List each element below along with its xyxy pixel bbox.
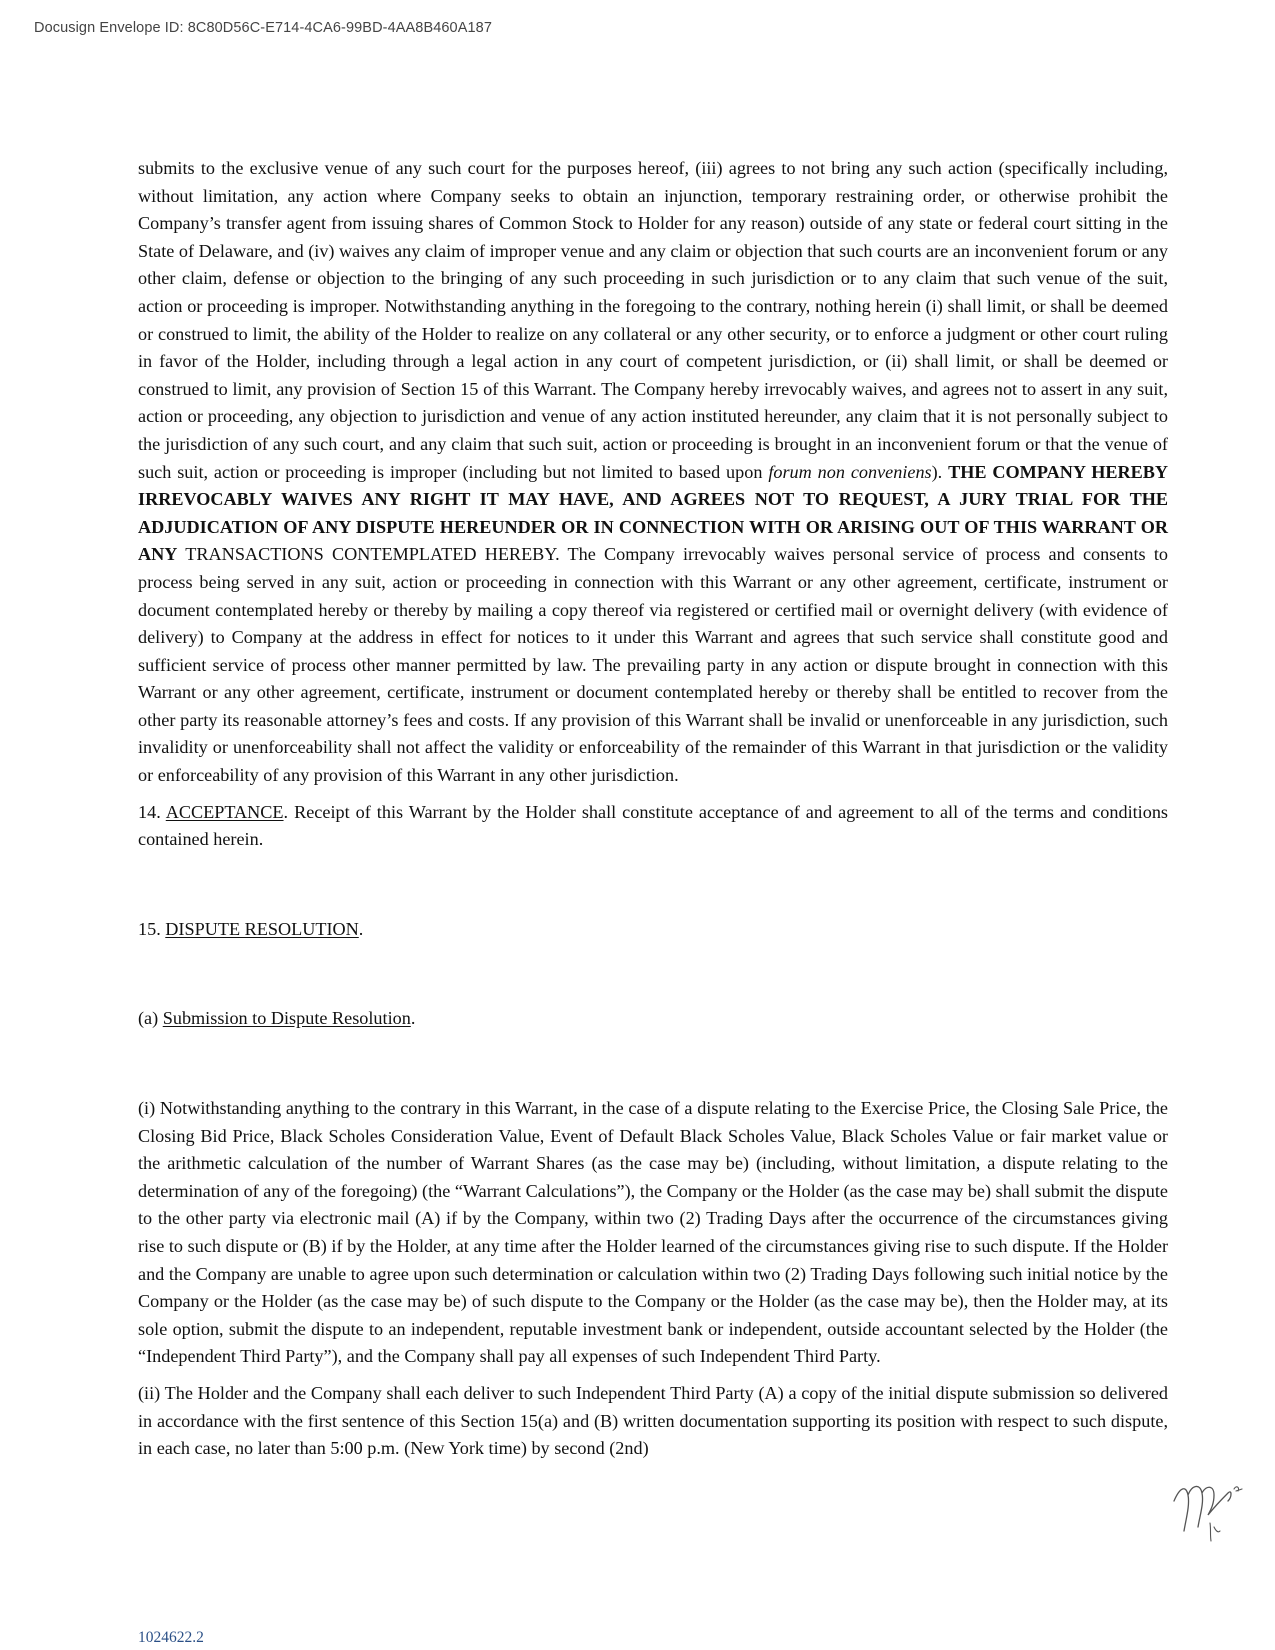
subsection-a-heading: Submission to Dispute Resolution bbox=[162, 1008, 411, 1029]
section-14-heading: ACCEPTANCE bbox=[165, 801, 284, 822]
docusign-envelope-id: Docusign Envelope ID: 8C80D56C-E714-4CA6-99BD-4AA8B460A187 bbox=[34, 20, 492, 36]
section-15-period: . bbox=[358, 918, 364, 939]
section-15-number: 15. bbox=[138, 918, 166, 939]
section-15 bbox=[138, 916, 1168, 944]
section-13-continuation bbox=[138, 155, 1168, 790]
section-13-text-a: submits to the exclusive venue of any such court for the purposes hereof, (iii) agrees to not bring any such action (specifically including, without limitation, any action where Company seeks to obtain an injunction, temporary restraining order, or otherwise prohibit the Company’s transfer agent from issuing shares of Common Stock to Holder for any reason) outside of any state or federal court sitting in the State of Delaware, and (iv) waives any claim of improper venue and any claim or objection that such courts are an inconvenient forum or any other claim, defense or objection to the bringing of any such proceeding in such jurisdiction or to any claim that such venue of the suit, action or proceeding is improper. Notwithstanding anything in the foregoing to the contrary, nothing herein (i) shall limit, or shall be deemed or construed to limit, the ability of the Holder to realize on any collateral or any other security, or to enforce a judgment or other court ruling in favor of the Holder, including through a legal action in any court of competent jurisdiction, or (ii) shall limit, or shall be deemed or construed to limit, any provision of Section 15 of this Warrant. The Company hereby irrevocably waives, and agrees not to assert in any suit, action or proceeding, any objection to jurisdiction and venue of any action instituted hereunder, any claim that it is not personally subject to the jurisdiction of any such court, and any claim that such suit, action or proceeding is brought in an inconvenient forum or that the venue of such suit, action or proceeding is improper (including but not limited to based upon bbox=[138, 158, 1168, 482]
section-13-text-c: TRANSACTIONS CONTEMPLATED HEREBY. The Company irrevocably waives personal service of process and consents to process being served in any suit, action or proceeding in connection with this Warrant or any other agreement, certificate, instrument or document contemplated hereby or thereby by mailing a copy thereof via registered or certified mail or overnight delivery (with evidence of delivery) to Company at the address in effect for notices to it under this Warrant and agrees that such service shall constitute good and sufficient service of process other manner permitted by law. The prevailing party in any action or dispute brought in connection with this Warrant or any other agreement, certificate, instrument or document contemplated hereby or thereby shall be entitled to recover from the other party its reasonable attorney’s fees and costs. If any provision of this Warrant shall be invalid or unenforceable in any jurisdiction, such invalidity or unenforceability shall not affect the validity or enforceability of the remainder of this Warrant in that jurisdiction or the validity or enforceability of any provision of this Warrant in any other jurisdiction. bbox=[138, 544, 1168, 786]
handwritten-initials bbox=[1170, 1475, 1250, 1545]
section-14-number: 14. bbox=[138, 801, 166, 822]
section-14-text: . Receipt of this Warrant by the Holder shall constitute acceptance of and agreement to all of the terms and conditions contained herein. bbox=[138, 801, 1168, 850]
subsection-a-number: (a) bbox=[138, 1008, 163, 1029]
document-body bbox=[138, 155, 1168, 1463]
section-13-text-b: ). bbox=[931, 461, 949, 482]
document-id-footer: 1024622.2 bbox=[138, 1629, 204, 1646]
forum-non-conveniens: forum non conveniens bbox=[768, 461, 932, 482]
subsection-a bbox=[138, 1005, 1168, 1033]
paragraph-ii: (ii) The Holder and the Company shall each deliver to such Independent Third Party (A) a copy of the initial dispute submission so delivered in accordance with the first sentence of this Section 15(a) and (B) written documentation supporting its position with respect to such dispute, in each case, no later than 5:00 p.m. (New York time) by second (2nd) bbox=[138, 1382, 1168, 1459]
subsection-a-period: . bbox=[410, 1008, 416, 1029]
paragraph-i: (i) Notwithstanding anything to the contrary in this Warrant, in the case of a dispute relating to the Exercise Price, the Closing Sale Price, the Closing Bid Price, Black Scholes Consideration Value, Event of Default Black Scholes Value, Black Scholes Value or fair market value or the arithmetic calculation of the number of Warrant Shares (as the case may be) (including, without limitation, a dispute relating to the determination of any of the foregoing) (the “Warrant Calculations”), the Company or the Holder (as the case may be) shall submit the dispute to the other party via electronic mail (A) if by the Company, within two (2) Trading Days after the occurrence of the circumstances giving rise to such dispute or (B) if by the Holder, at any time after the Holder learned of the circumstances giving rise to such dispute. If the Holder and the Company are unable to agree upon such determination or calculation within two (2) Trading Days following such initial notice by the Company or the Holder (as the case may be) of such dispute to the Company or the Holder (as the case may be), then the Holder may, at its sole option, submit the dispute to an independent, reputable investment bank or independent, outside accountant selected by the Holder (the “Independent Third Party”), and the Company shall pay all expenses of such Independent Third Party. bbox=[138, 1098, 1168, 1367]
section-15-heading: DISPUTE RESOLUTION bbox=[165, 918, 359, 939]
jury-waiver-bold: THE COMPANY HEREBY IRREVOCABLY WAIVES ANY RIGHT IT MAY HAVE, AND AGREES NOT TO REQUEST, A JURY TRIAL FOR THE ADJUDICATION OF ANY DISPUTE HEREUNDER OR IN CONNECTION WITH OR ARISING OUT OF THIS WARRANT OR ANY bbox=[138, 461, 1169, 565]
section-14 bbox=[138, 799, 1168, 854]
